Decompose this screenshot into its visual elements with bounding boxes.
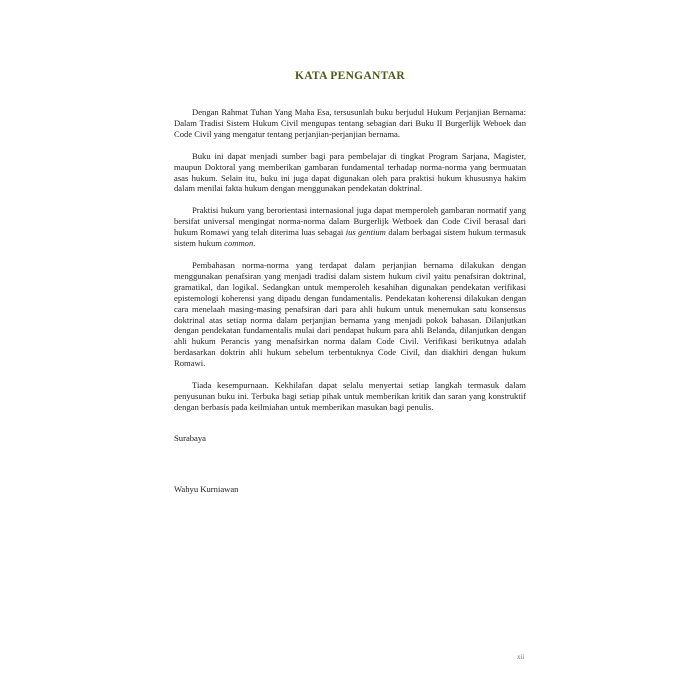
page-number: xii [517, 653, 525, 661]
paragraph-1: Dengan Rahmat Tuhan Yang Maha Esa, tersusunlah buku berjudul Hukum Perjanjian Bernama: Dalam Tradisi Sistem Hukum Civil mengupas tentang sebagian dari Buku II Burgerlijk Weboek dan Code Civil yang mengatur tentang perjanjian-perjanjian bernama. [174, 107, 526, 139]
paragraph-3-italic-common: common [224, 238, 254, 249]
paragraph-5: Tiada kesempurnaan. Kekhilafan dapat selalu menyertai setiap langkah termasuk dalam penyusunan buku ini. Terbuka bagi setiap pihak untuk memberikan kritik dan saran yang konstruktif dengan berbasis pada keilmiahan untuk memberikan masukan bagi penulis. [174, 380, 526, 412]
paragraph-2: Buku ini dapat menjadi sumber bagi para pembelajar di tingkat Program Sarjana, Magister, maupun Doktoral yang memberikan gambaran fundamental terhadap norma-norma yang bermuatan asas hukum. Selain itu, buku ini juga dapat digunakan oleh para praktisi hukum khususnya hakim dalam menilai fakta hukum dengan menggunakan pendekatan doktrinal. [174, 150, 526, 194]
paragraph-3 [174, 205, 526, 249]
page-title: KATA PENGANTAR [295, 70, 405, 82]
paragraph-3-text-a: Praktisi hukum yang berorientasi internasional juga dapat memperoleh gambaran normatif yang bersifat universal mengingat norma-norma dalam Burgerlijk Wetboek dan Code Civil berasal dari hukum Romawi yang telah diterima luas sebagai [174, 205, 526, 238]
preface-body [174, 107, 526, 424]
signature-place: Surabaya [174, 433, 206, 443]
signature-author: Wahyu Kurniawan [174, 484, 239, 494]
paragraph-3-text-b: dalam berbagai sistem hukum termasuk sistem hukum [174, 227, 526, 249]
paragraph-3-italic-ius-gentium: ius gentium [345, 227, 386, 238]
paragraph-4: Pembahasan norma-norma yang terdapat dalam perjanjian bernama dilakukan dengan menggunakan penafsiran yang menjadi tradisi dalam sistem hukum civil yaitu penafsiran doktrinal, gramatikal, dan logikal. Sedangkan untuk memperoleh kesahihan digunakan pendekatan verifikasi epistemologi koherensi yang dipadu dengan fundamentalis. Pendekatan koherensi dilakukan dengan cara menelaah masing-masing penafsiran dari para ahli hukum untuk menemukan satu konsensus doktrinal atas setiap norma dalam perjanjian bernama yang menjadi pokok bahasan. Dilanjutkan dengan pendekatan fundamentalis mulai dari pendapat hukum para ahli Belanda, dilanjutkan dengan ahli hukum Perancis yang menafsirkan norma dalam Code Civil. Verifikasi berikutnya adalah berdasarkan doktrin ahli hukum sebelum terbentuknya Code Civil, dan diakhiri dengan hukum Romawi. [174, 259, 526, 369]
paragraph-3-text-c: . [253, 238, 256, 249]
